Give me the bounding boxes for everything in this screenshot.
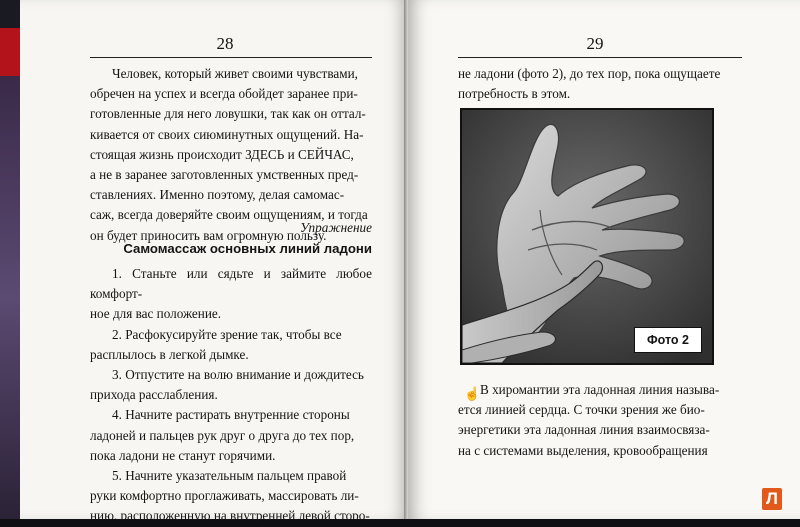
header-rule <box>458 57 742 58</box>
hand-pointer-icon: ☝ <box>464 386 481 401</box>
page-number: 29 <box>586 34 604 53</box>
right-page <box>408 0 800 519</box>
exercise-label: Упражнение <box>300 220 372 235</box>
text-line: В хиромантии эта ладонная линия называ- <box>480 382 720 397</box>
intro-paragraph <box>90 64 372 246</box>
hand-photo-image <box>462 110 712 363</box>
text-line: пока ладони не станут горячими. <box>90 447 276 463</box>
text-line: кивается от своих сиюминутных ощущений. На- <box>90 126 364 142</box>
book-cover-edge-red <box>0 28 20 76</box>
palmistry-paragraph <box>458 380 742 461</box>
text-line: саж, всегда доверяйте своим ощущениям, и тогда <box>90 207 368 223</box>
text-line: расплылось в легкой дымке. <box>90 346 249 362</box>
book-cover-edge <box>0 76 20 519</box>
header-rule <box>90 57 372 58</box>
continuation-paragraph <box>458 64 742 104</box>
text-line: ладоней и пальцев рук друг о друга до тех пор, <box>90 427 355 443</box>
photo-caption: Фото 2 <box>634 327 702 353</box>
text-line: на с системами выделения, кровообращения <box>458 442 708 458</box>
text-line: ется линией сердца. С точки зрения же био- <box>458 402 705 418</box>
text-line: обречен на успех и всегда обойдет заранее при- <box>90 86 358 102</box>
text-line: 4. Начните растирать внутренние стороны <box>112 407 350 423</box>
text-line: не ладони (фото 2), до тех пор, пока ощущаете <box>458 66 721 81</box>
text-line: Человек, который живет своими чувствами, <box>112 66 358 81</box>
text-line: потребность в этом. <box>458 86 571 102</box>
text-line: 3. Отпустите на волю внимание и дождитесь <box>112 367 364 383</box>
text-line: прихода расслабления. <box>90 387 218 403</box>
text-line: 5. Начните указательным пальцем правой <box>112 468 347 484</box>
text-line: ное для вас положение. <box>90 306 222 322</box>
litres-logo-icon: Л <box>762 488 782 510</box>
text-line: 2. Расфокусируйте зрение так, чтобы все <box>112 326 342 342</box>
text-line: ставлениях. Именно поэтому, делая самомас- <box>90 187 345 203</box>
hand-massage-photo <box>460 108 714 365</box>
text-line: руки комфортно проглаживать, массировать ли- <box>90 488 359 504</box>
exercise-steps <box>90 264 372 527</box>
exercise-title: Самомассаж основных линий ладони <box>123 241 372 256</box>
text-line: энергетики эта ладонная линия взаимосвяза- <box>458 422 710 438</box>
text-line: стоящая жизнь происходит ЗДЕСЬ и СЕЙЧАС, <box>90 146 354 162</box>
page-number: 28 <box>216 34 234 53</box>
text-line: он будет приносить вам огромную пользу. <box>90 227 327 243</box>
text-line: а не в заранее заготовленных умственных пред- <box>90 167 359 183</box>
left-page <box>20 0 408 524</box>
text-line: готовленные для него ловушки, так как он оттал- <box>90 106 366 122</box>
text-line: 1. Станьте или сядьте и займите любое комфорт- <box>90 266 372 302</box>
text-line: нию, расположенную на внутренней левой сторо- <box>90 508 370 524</box>
